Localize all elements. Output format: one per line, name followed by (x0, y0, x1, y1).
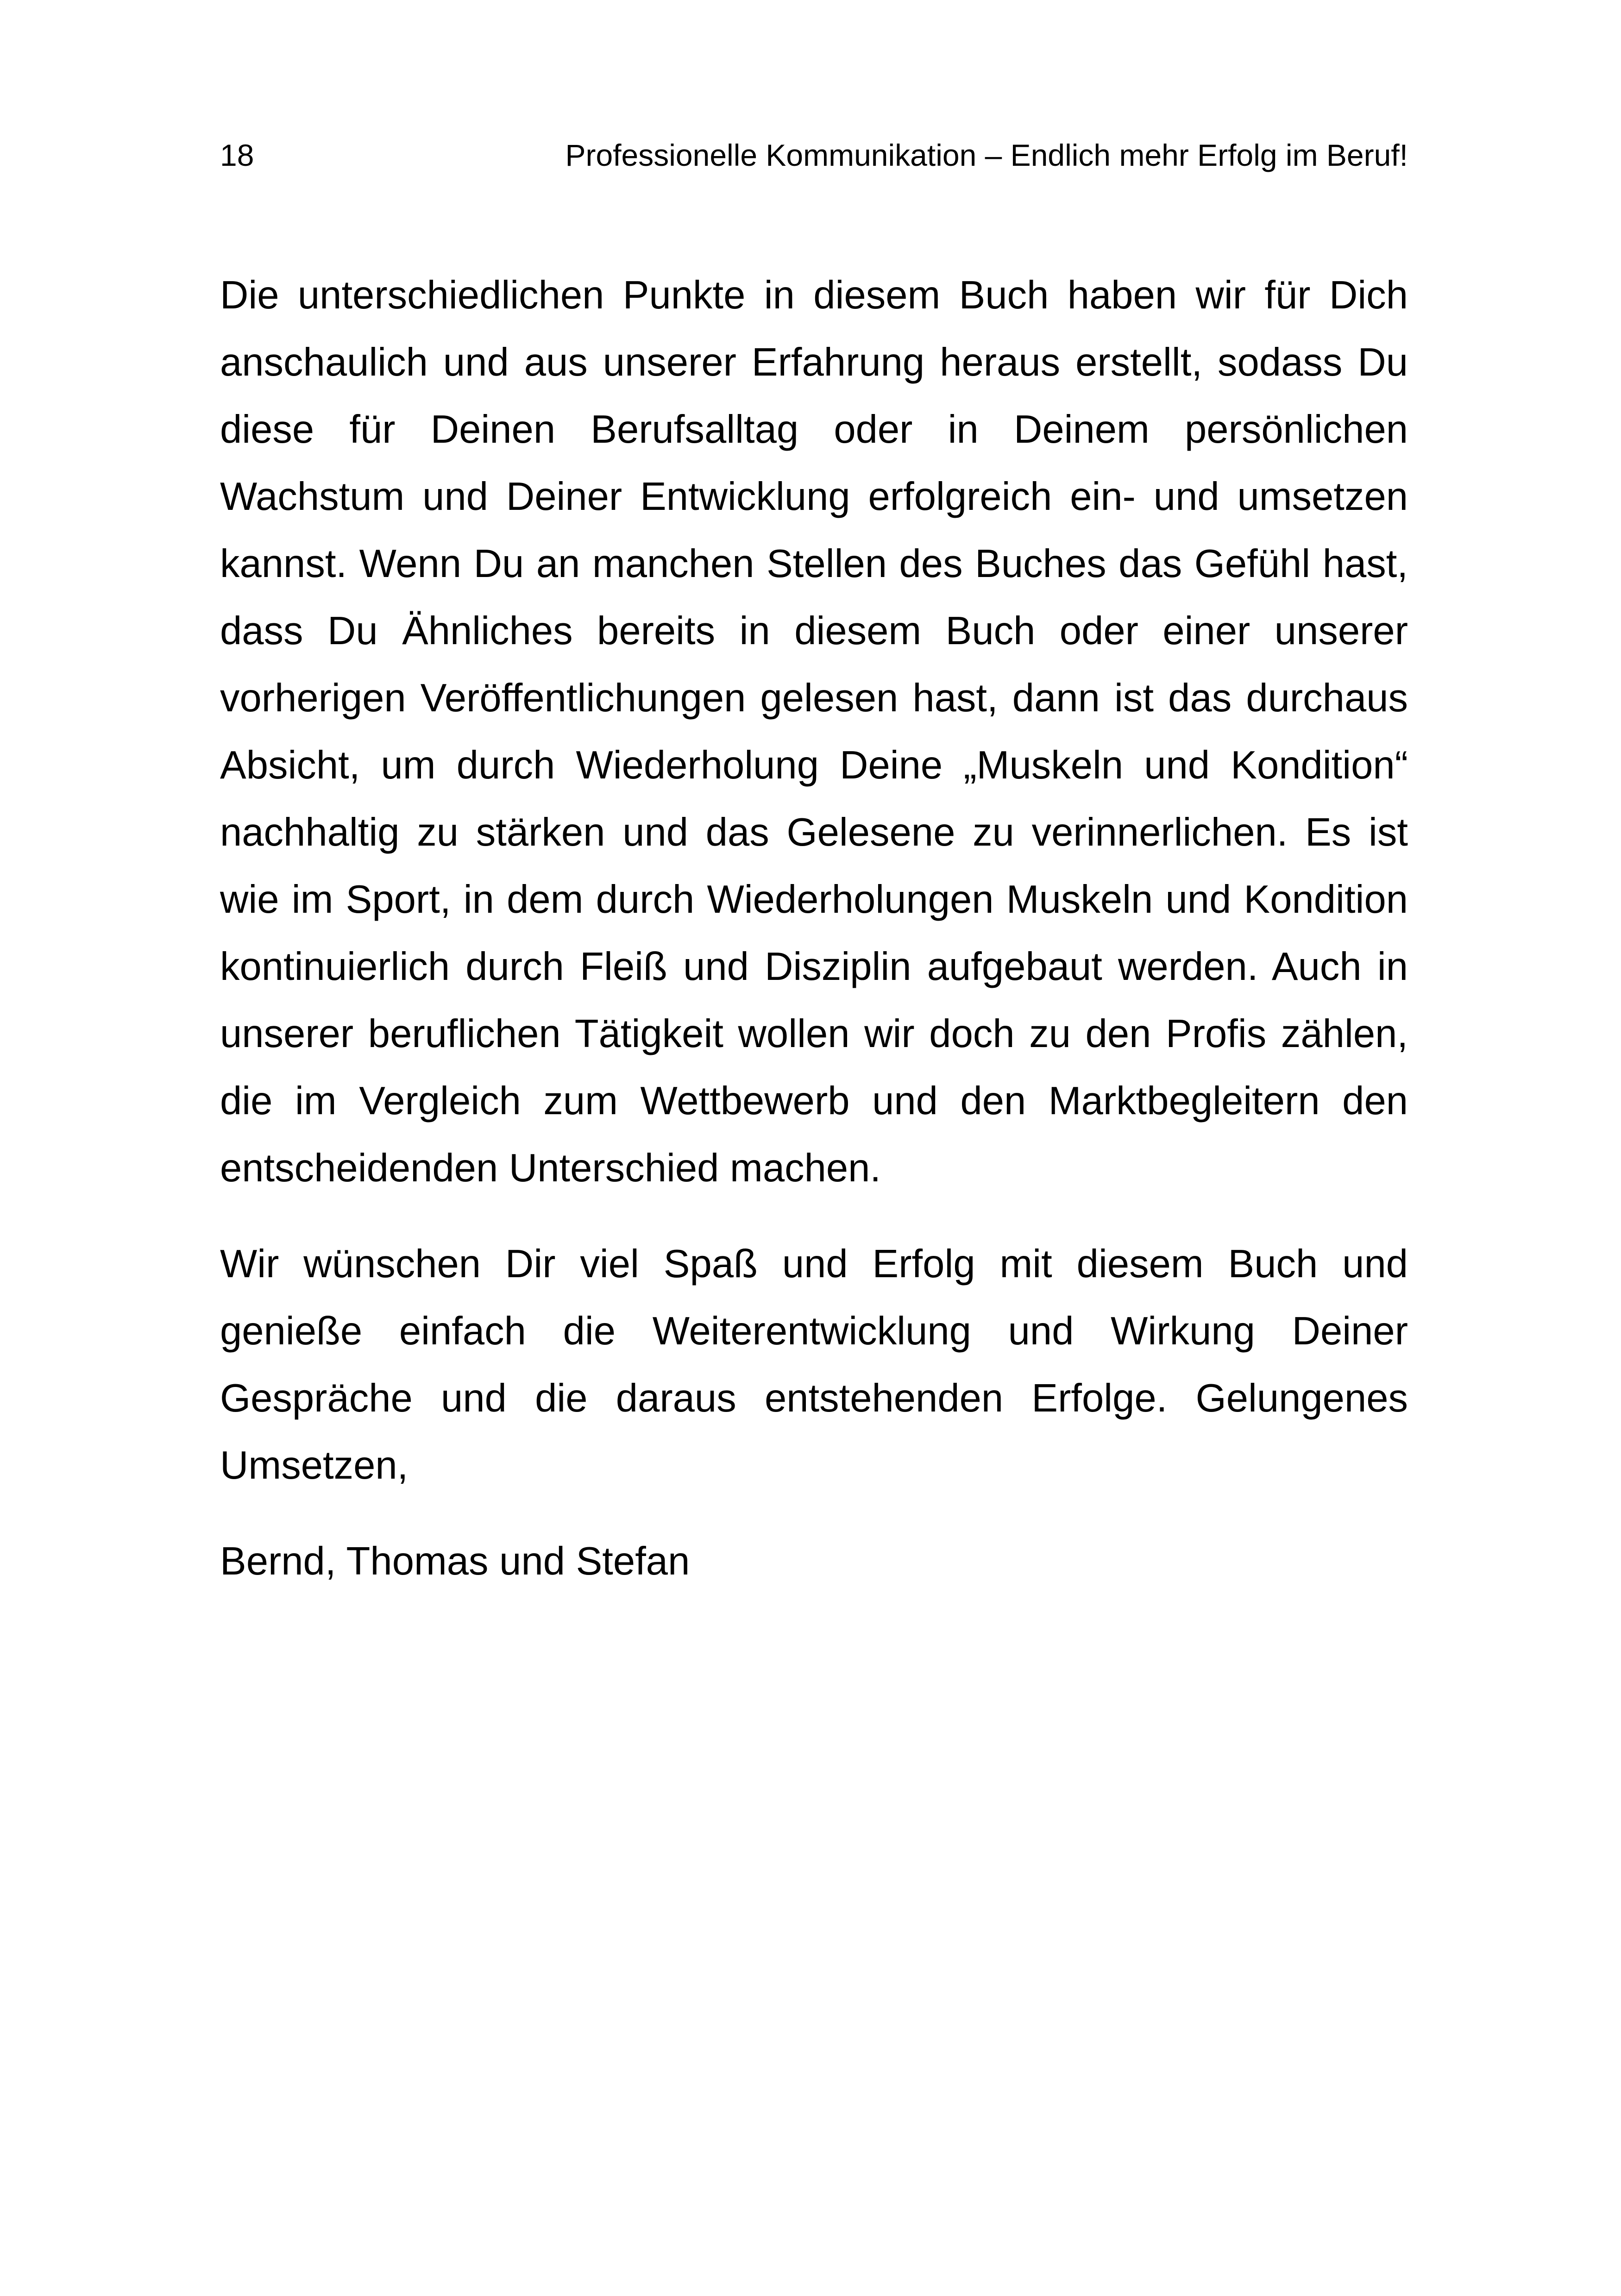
running-title: Professionelle Kommunikation – Endlich mehr Erfolg im Beruf! (565, 138, 1408, 172)
page-header (220, 134, 1408, 176)
body-text (220, 262, 1408, 1595)
paragraph: Wir wünschen Dir viel Spaß und Erfolg mit diesem Buch und genieße einfach die Weiterentwicklung und Wirkung Deiner Gespräche und die daraus entstehenden Erfolge. Gelungenes Umsetzen, (220, 1242, 1408, 1487)
page-number: 18 (220, 138, 254, 172)
paragraph: Die unterschiedlichen Punkte in diesem Buch haben wir für Dich anschaulich und aus unserer Erfahrung heraus erstellt, sodass Du diese für Deinen Berufsalltag oder in Deinem persönlichen Wachstum und Deiner Entwicklung erfolgreich ein- und umsetzen kannst. Wenn Du an manchen Stellen des Buches das Gefühl hast, dass Du Ähnliches bereits in diesem Buch oder einer unserer vorherigen Veröffentlichungen gelesen hast, dann ist das durchaus Absicht, um durch Wiederholung Deine „Muskeln und Kondition“ nachhaltig zu stärken und das Gelesene zu verinnerlichen. Es ist wie im Sport, in dem durch Wiederholungen Muskeln und Kondition kontinuierlich durch Fleiß und Disziplin aufgebaut werden. Auch in unserer beruflichen Tätigkeit wollen wir doch zu den Profis zählen, die im Vergleich zum Wettbewerb und den Marktbegleitern den entscheidenden Unterschied machen. (220, 273, 1408, 1190)
signature: Bernd, Thomas und Stefan (220, 1539, 690, 1583)
